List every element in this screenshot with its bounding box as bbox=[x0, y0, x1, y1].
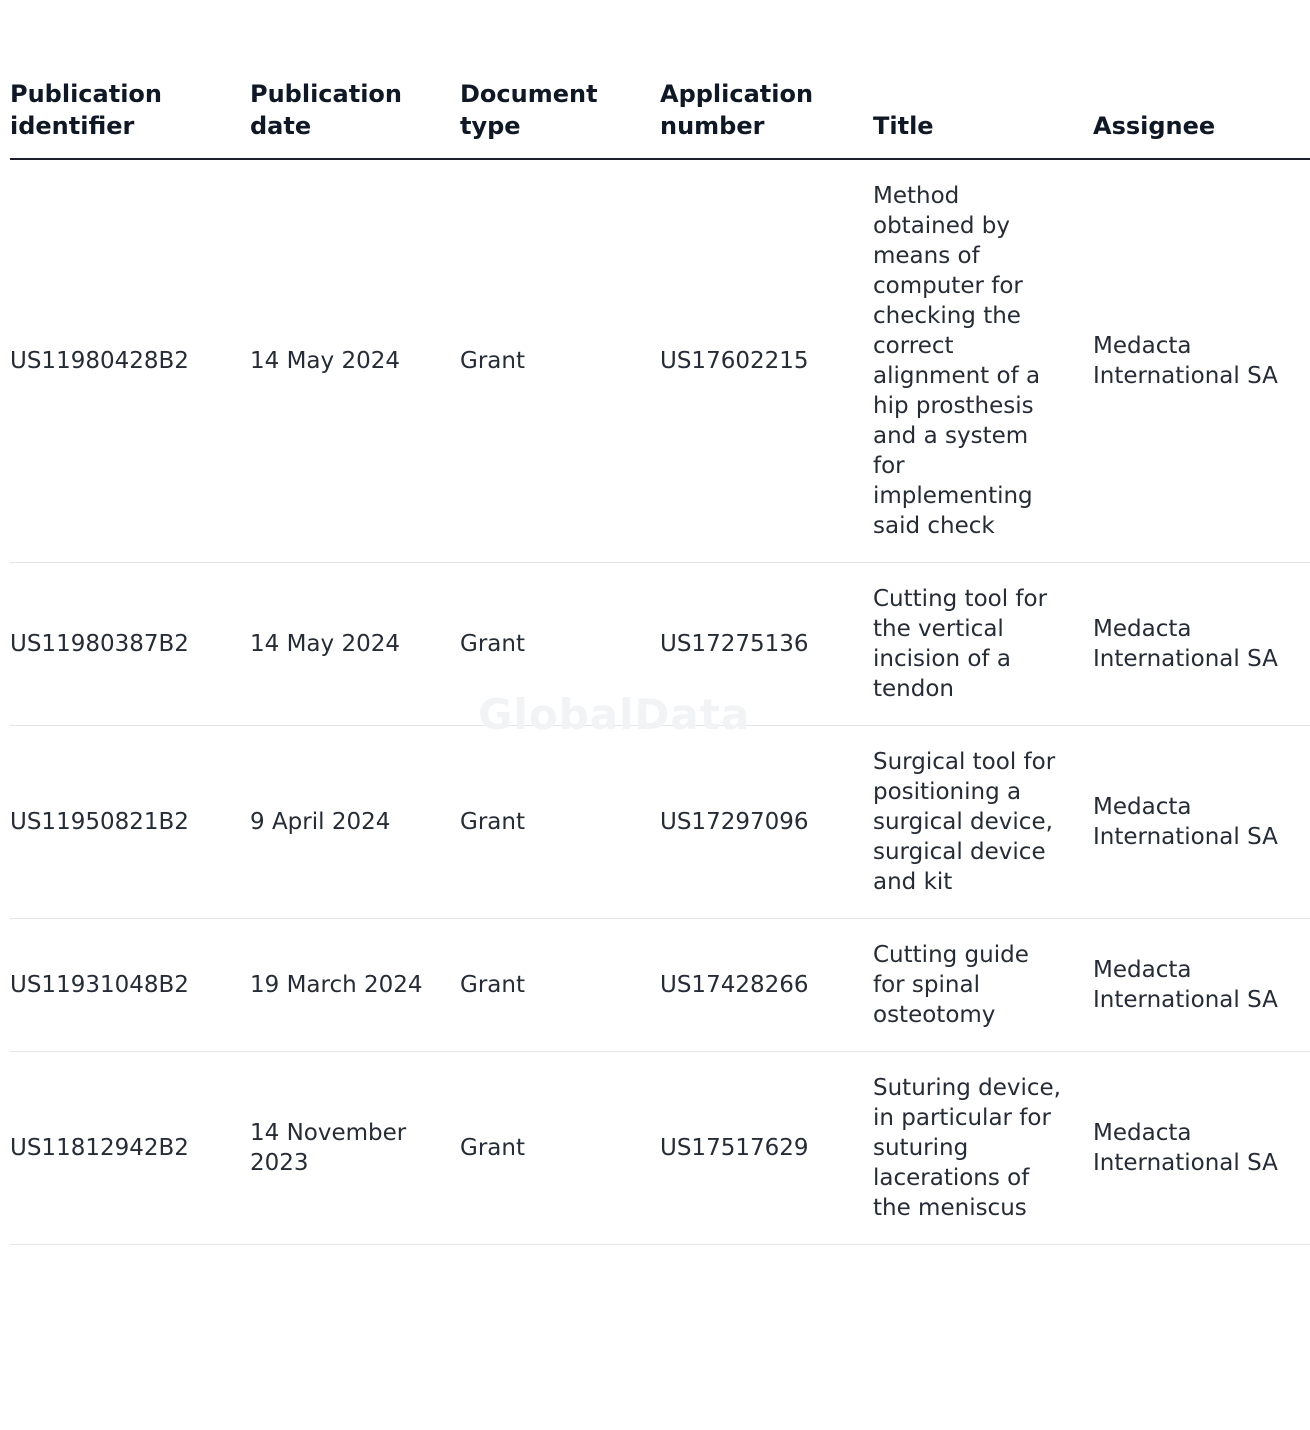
cell-assignee: Medacta International SA bbox=[1093, 726, 1310, 919]
cell-document-type: Grant bbox=[460, 1052, 660, 1245]
cell-document-type: Grant bbox=[460, 919, 660, 1052]
table-row bbox=[10, 1052, 1310, 1245]
cell-title: Suturing device, in particular for suturing lacerations of the meniscus bbox=[873, 1052, 1093, 1245]
table-row bbox=[10, 919, 1310, 1052]
cell-publication-identifier: US11812942B2 bbox=[10, 1052, 250, 1245]
cell-application-number: US17428266 bbox=[660, 919, 873, 1052]
table-body bbox=[10, 159, 1310, 1245]
header-document-type: Document type bbox=[460, 78, 660, 159]
cell-assignee: Medacta International SA bbox=[1093, 919, 1310, 1052]
header-assignee: Assignee bbox=[1093, 78, 1310, 159]
cell-publication-date: 14 May 2024 bbox=[250, 159, 460, 563]
cell-application-number: US17297096 bbox=[660, 726, 873, 919]
cell-assignee: Medacta International SA bbox=[1093, 1052, 1310, 1245]
cell-publication-identifier: US11950821B2 bbox=[10, 726, 250, 919]
cell-publication-date: 9 April 2024 bbox=[250, 726, 460, 919]
cell-title: Method obtained by means of computer for checking the correct alignment of a hip prosthesis and a system for implementing said check bbox=[873, 159, 1093, 563]
header-publication-date: Publication date bbox=[250, 78, 460, 159]
cell-title: Cutting guide for spinal osteotomy bbox=[873, 919, 1093, 1052]
cell-document-type: Grant bbox=[460, 726, 660, 919]
patents-table-container bbox=[10, 78, 1278, 1245]
cell-application-number: US17517629 bbox=[660, 1052, 873, 1245]
table-row bbox=[10, 159, 1310, 563]
cell-publication-identifier: US11980387B2 bbox=[10, 563, 250, 726]
cell-title: Cutting tool for the vertical incision of a tendon bbox=[873, 563, 1093, 726]
header-application-number: Application number bbox=[660, 78, 873, 159]
table-header bbox=[10, 78, 1310, 159]
cell-assignee: Medacta International SA bbox=[1093, 159, 1310, 563]
cell-publication-date: 14 November 2023 bbox=[250, 1052, 460, 1245]
globaldata-watermark: GlobalData bbox=[478, 690, 751, 739]
table-row bbox=[10, 726, 1310, 919]
cell-publication-date: 14 May 2024 bbox=[250, 563, 460, 726]
table-row bbox=[10, 563, 1310, 726]
patents-table bbox=[10, 78, 1310, 1245]
cell-publication-date: 19 March 2024 bbox=[250, 919, 460, 1052]
header-row bbox=[10, 78, 1310, 159]
cell-application-number: US17275136 bbox=[660, 563, 873, 726]
cell-application-number: US17602215 bbox=[660, 159, 873, 563]
header-title: Title bbox=[873, 78, 1093, 159]
cell-document-type: Grant bbox=[460, 159, 660, 563]
cell-document-type: Grant bbox=[460, 563, 660, 726]
cell-title: Surgical tool for positioning a surgical device, surgical device and kit bbox=[873, 726, 1093, 919]
header-publication-identifier: Publication identifier bbox=[10, 78, 250, 159]
cell-publication-identifier: US11980428B2 bbox=[10, 159, 250, 563]
cell-publication-identifier: US11931048B2 bbox=[10, 919, 250, 1052]
cell-assignee: Medacta International SA bbox=[1093, 563, 1310, 726]
